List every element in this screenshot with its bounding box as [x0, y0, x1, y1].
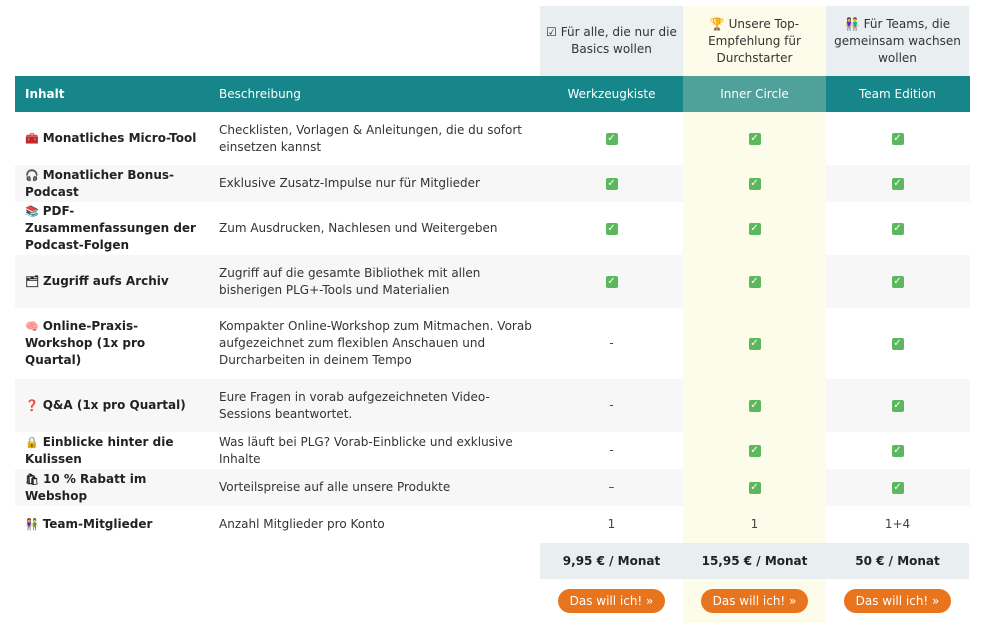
cell-inner-circle [683, 506, 826, 543]
table-row [15, 202, 970, 255]
table-row [15, 255, 970, 308]
feature-name: 🔒 Einblicke hinter die Kulissen [25, 434, 174, 466]
check-icon: ✓ [893, 132, 902, 144]
shopping-bag-icon: 🛍 [25, 472, 39, 486]
cell-inner-circle [683, 112, 826, 165]
table-header [15, 76, 970, 112]
cell-werkzeugkiste [540, 308, 683, 379]
tier-taglines [15, 6, 970, 76]
trophy-icon: 🏆 [709, 16, 725, 31]
check-icon: ✓ [750, 399, 759, 411]
check-icon: ✓ [607, 275, 616, 287]
price-row [15, 543, 970, 579]
cell-werkzeugkiste [540, 379, 683, 432]
cell-team-edition [826, 165, 969, 202]
cell-value: - [609, 398, 614, 412]
header-plan-inner-circle: Inner Circle [683, 76, 826, 112]
cell-value: - [609, 443, 614, 457]
cell-werkzeugkiste [540, 255, 683, 308]
feature-description: Anzahl Mitglieder pro Konto [219, 517, 385, 531]
archive-icon: 🗂 [25, 275, 39, 288]
check-icon: ✓ [893, 481, 902, 493]
check-icon: ✓ [893, 177, 902, 189]
brain-icon: 🧠 [25, 320, 39, 333]
cell-inner-circle [683, 469, 826, 506]
cell-inner-circle [683, 165, 826, 202]
cell-team-edition [826, 506, 969, 543]
feature-name: 📚 PDF-Zusammenfassungen der Podcast-Folgen [25, 204, 196, 252]
tier-tagline-inner-circle: 🏆 Unsere Top-Empfehlung für Durchstarter [683, 6, 826, 76]
header-content: Inhalt [25, 87, 65, 101]
cell-inner-circle [683, 432, 826, 469]
cta-button-werkzeugkiste[interactable]: Das will ich! » [558, 589, 666, 613]
check-icon: ✓ [750, 132, 759, 144]
cell-werkzeugkiste [540, 469, 683, 506]
cell-value: 1 [607, 517, 616, 531]
feature-description: Zum Ausdrucken, Nachlesen und Weitergeben [219, 221, 498, 235]
cta-row [15, 579, 970, 623]
feature-name: 🧠 Online-Praxis-Workshop (1x pro Quartal) [25, 319, 146, 367]
table-row [15, 469, 970, 506]
cta-button-inner-circle[interactable]: Das will ich! » [701, 589, 809, 613]
feature-name: 👫 Team-Mitglieder [25, 517, 153, 531]
cell-inner-circle [683, 379, 826, 432]
check-icon: ✓ [893, 222, 902, 234]
table-row [15, 379, 970, 432]
price-inner-circle: 15,95 € / Monat [683, 543, 826, 579]
feature-name: 🧰 Monatliches Micro-Tool [25, 131, 197, 145]
headphones-icon: 🎧 [25, 168, 39, 182]
cell-werkzeugkiste [540, 432, 683, 469]
team-icon: 👫 [844, 16, 860, 31]
cell-werkzeugkiste [540, 165, 683, 202]
cell-team-edition [826, 308, 969, 379]
table-body [15, 112, 970, 543]
feature-description: Vorteilspreise auf alle unsere Produkte [219, 480, 451, 494]
feature-description: Kompakter Online-Workshop zum Mitmachen. Vorab aufgezeichnet zum flexiblen Anschauen und Durcharbeiten in deinem Tempo [219, 319, 532, 367]
tier-tagline-team-edition: 👫 Für Teams, die gemeinsam wachsen wollen [826, 6, 969, 76]
check-icon: ✓ [893, 337, 902, 349]
check-icon: ✓ [607, 177, 616, 189]
cell-value: 1 [750, 517, 759, 531]
toolbox-icon: 🧰 [25, 132, 39, 145]
cell-team-edition [826, 432, 969, 469]
check-icon: ✓ [893, 399, 902, 411]
cell-inner-circle [683, 308, 826, 379]
tier-tagline-werkzeugkiste: ☑ Für alle, die nur die Basics wollen [540, 6, 683, 76]
header-plan-werkzeugkiste: Werkzeugkiste [567, 87, 656, 101]
table-row [15, 112, 970, 165]
check-icon: ✓ [893, 275, 902, 287]
table-row [15, 506, 970, 543]
check-icon: ✓ [750, 177, 759, 189]
check-icon: ✓ [893, 444, 902, 456]
table-row [15, 308, 970, 379]
pricing-table [15, 6, 970, 623]
check-icon: ✓ [750, 275, 759, 287]
feature-name: 🛍 10 % Rabatt im Webshop [25, 471, 147, 503]
table-row [15, 165, 970, 202]
team-icon: 👫 [25, 518, 39, 531]
cell-werkzeugkiste [540, 112, 683, 165]
header-plan-team-edition: Team Edition [858, 87, 937, 101]
feature-description: Exklusive Zusatz-Impulse nur für Mitglieder [219, 176, 480, 190]
check-icon: ✓ [607, 222, 616, 234]
feature-description: Checklisten, Vorlagen & Anleitungen, die du sofort einsetzen kannst [219, 122, 522, 154]
question-icon: ❓ [25, 399, 39, 412]
cell-team-edition [826, 202, 969, 255]
feature-name: 🗂 Zugriff aufs Archiv [25, 274, 169, 288]
check-icon: ✓ [750, 337, 759, 349]
cell-team-edition [826, 379, 969, 432]
price-team-edition: 50 € / Monat [826, 543, 969, 579]
price-werkzeugkiste: 9,95 € / Monat [540, 543, 683, 579]
feature-description: Zugriff auf die gesamte Bibliothek mit allen bisherigen PLG+-Tools und Materialien [219, 265, 481, 297]
feature-description: Was läuft bei PLG? Vorab-Einblicke und exklusive Inhalte [219, 434, 513, 466]
cell-team-edition [826, 255, 969, 308]
cta-button-team-edition[interactable]: Das will ich! » [844, 589, 952, 613]
cell-inner-circle [683, 255, 826, 308]
check-icon: ✓ [750, 444, 759, 456]
lock-icon: 🔒 [25, 435, 39, 449]
feature-name: 🎧 Monatlicher Bonus-Podcast [25, 167, 174, 199]
check-icon: ✓ [750, 481, 759, 493]
table-row [15, 432, 970, 469]
cell-value: 1+4 [884, 517, 911, 531]
cell-value: - [609, 336, 614, 350]
header-description: Beschreibung [219, 87, 301, 101]
feature-name: ❓ Q&A (1x pro Quartal) [25, 398, 186, 412]
checkbox-icon: ☑ [546, 25, 557, 39]
books-icon: 📚 [25, 205, 39, 218]
cell-team-edition [826, 469, 969, 506]
cell-werkzeugkiste [540, 202, 683, 255]
cell-werkzeugkiste [540, 506, 683, 543]
cell-inner-circle [683, 202, 826, 255]
cell-value: – [608, 480, 615, 494]
check-icon: ✓ [607, 132, 616, 144]
check-icon: ✓ [750, 222, 759, 234]
feature-description: Eure Fragen in vorab aufgezeichneten Video-Sessions beantwortet. [219, 389, 490, 421]
cell-team-edition [826, 112, 969, 165]
